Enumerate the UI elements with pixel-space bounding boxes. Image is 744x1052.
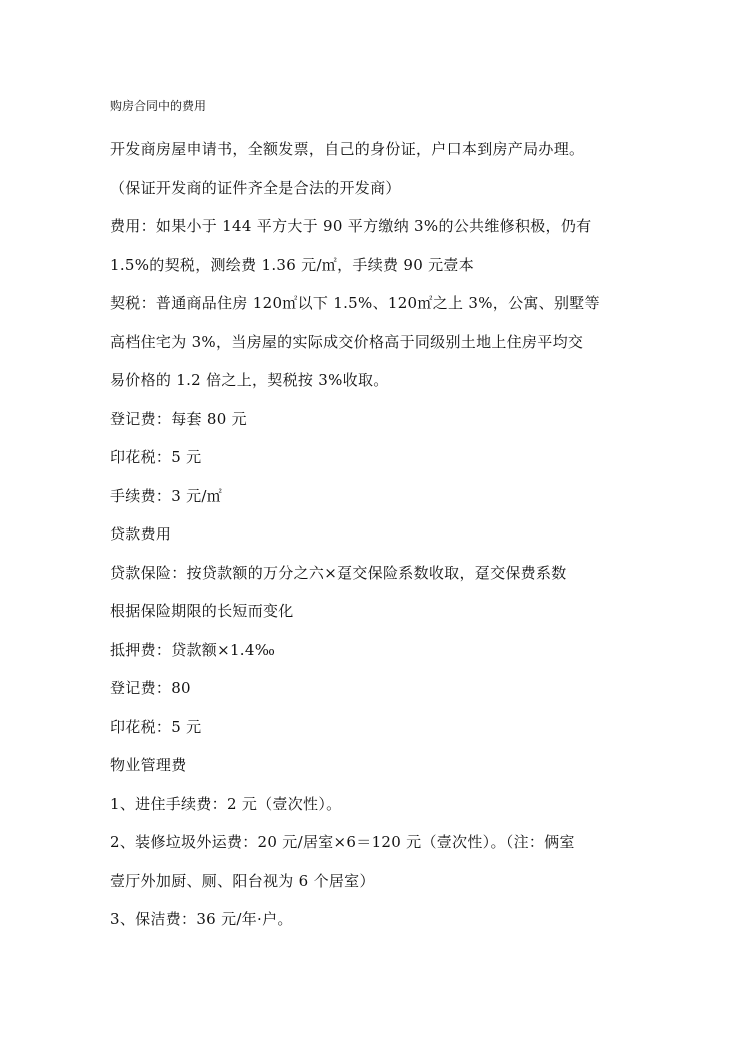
- section-loan-fees: 贷款费用: [110, 525, 172, 543]
- line-cleaning-fee: 3、保洁费：36 元/年·户。: [110, 910, 293, 928]
- document-body: [110, 130, 650, 939]
- line-deed-tax-2: 高档住宅为 3%，当房屋的实际成交价格高于同级别土地上住房平均交: [110, 332, 584, 351]
- line-deed-tax-1: 契税：普通商品住房 120㎡以下 1.5%、120㎡之上 3%，公寓、别墅等: [110, 294, 600, 312]
- line-loan-registration-fee: 登记费：80: [110, 679, 191, 697]
- line-fees-2: 1.5%的契税，测绘费 1.36 元/㎡，手续费 90 元壹本: [110, 255, 475, 274]
- line-fees-1: 费用：如果小于 144 平方大于 90 平方缴纳 3%的公共维修积极，仍有: [110, 217, 592, 235]
- line-loan-insurance-2: 根据保险期限的长短而变化: [110, 602, 294, 620]
- line-loan-insurance-1: 贷款保险：按贷款额的万分之六×趸交保险系数收取，趸交保费系数: [110, 563, 567, 582]
- line-loan-stamp-tax: 印花税：5 元: [110, 717, 202, 736]
- line-developer-documents: 开发商房屋申请书，全额发票，自己的身份证，户口本到房产局办理。: [110, 140, 585, 158]
- line-deed-tax-3: 易价格的 1.2 倍之上，契税按 3%收取。: [110, 371, 389, 389]
- line-renovation-waste-2: 壹厅外加厨、厕、阳台视为 6 个居室）: [110, 871, 375, 890]
- line-stamp-tax: 印花税：5 元: [110, 448, 202, 466]
- line-mortgage-fee: 抵押费：贷款额×1.4‰: [110, 640, 276, 659]
- line-handling-fee: 手续费：3 元/㎡: [110, 486, 223, 505]
- line-registration-fee: 登记费：每套 80 元: [110, 409, 247, 428]
- line-move-in-fee: 1、进住手续费：2 元（壹次性）。: [110, 794, 342, 813]
- line-developer-note: （保证开发商的证件齐全是合法的开发商）: [110, 178, 401, 197]
- line-renovation-waste-1: 2、装修垃圾外运费：20 元/居室×6＝120 元（壹次性）。（注：俩室: [110, 833, 575, 851]
- document-title: 购房合同中的费用: [110, 99, 207, 113]
- section-property-management: 物业管理费: [110, 756, 187, 774]
